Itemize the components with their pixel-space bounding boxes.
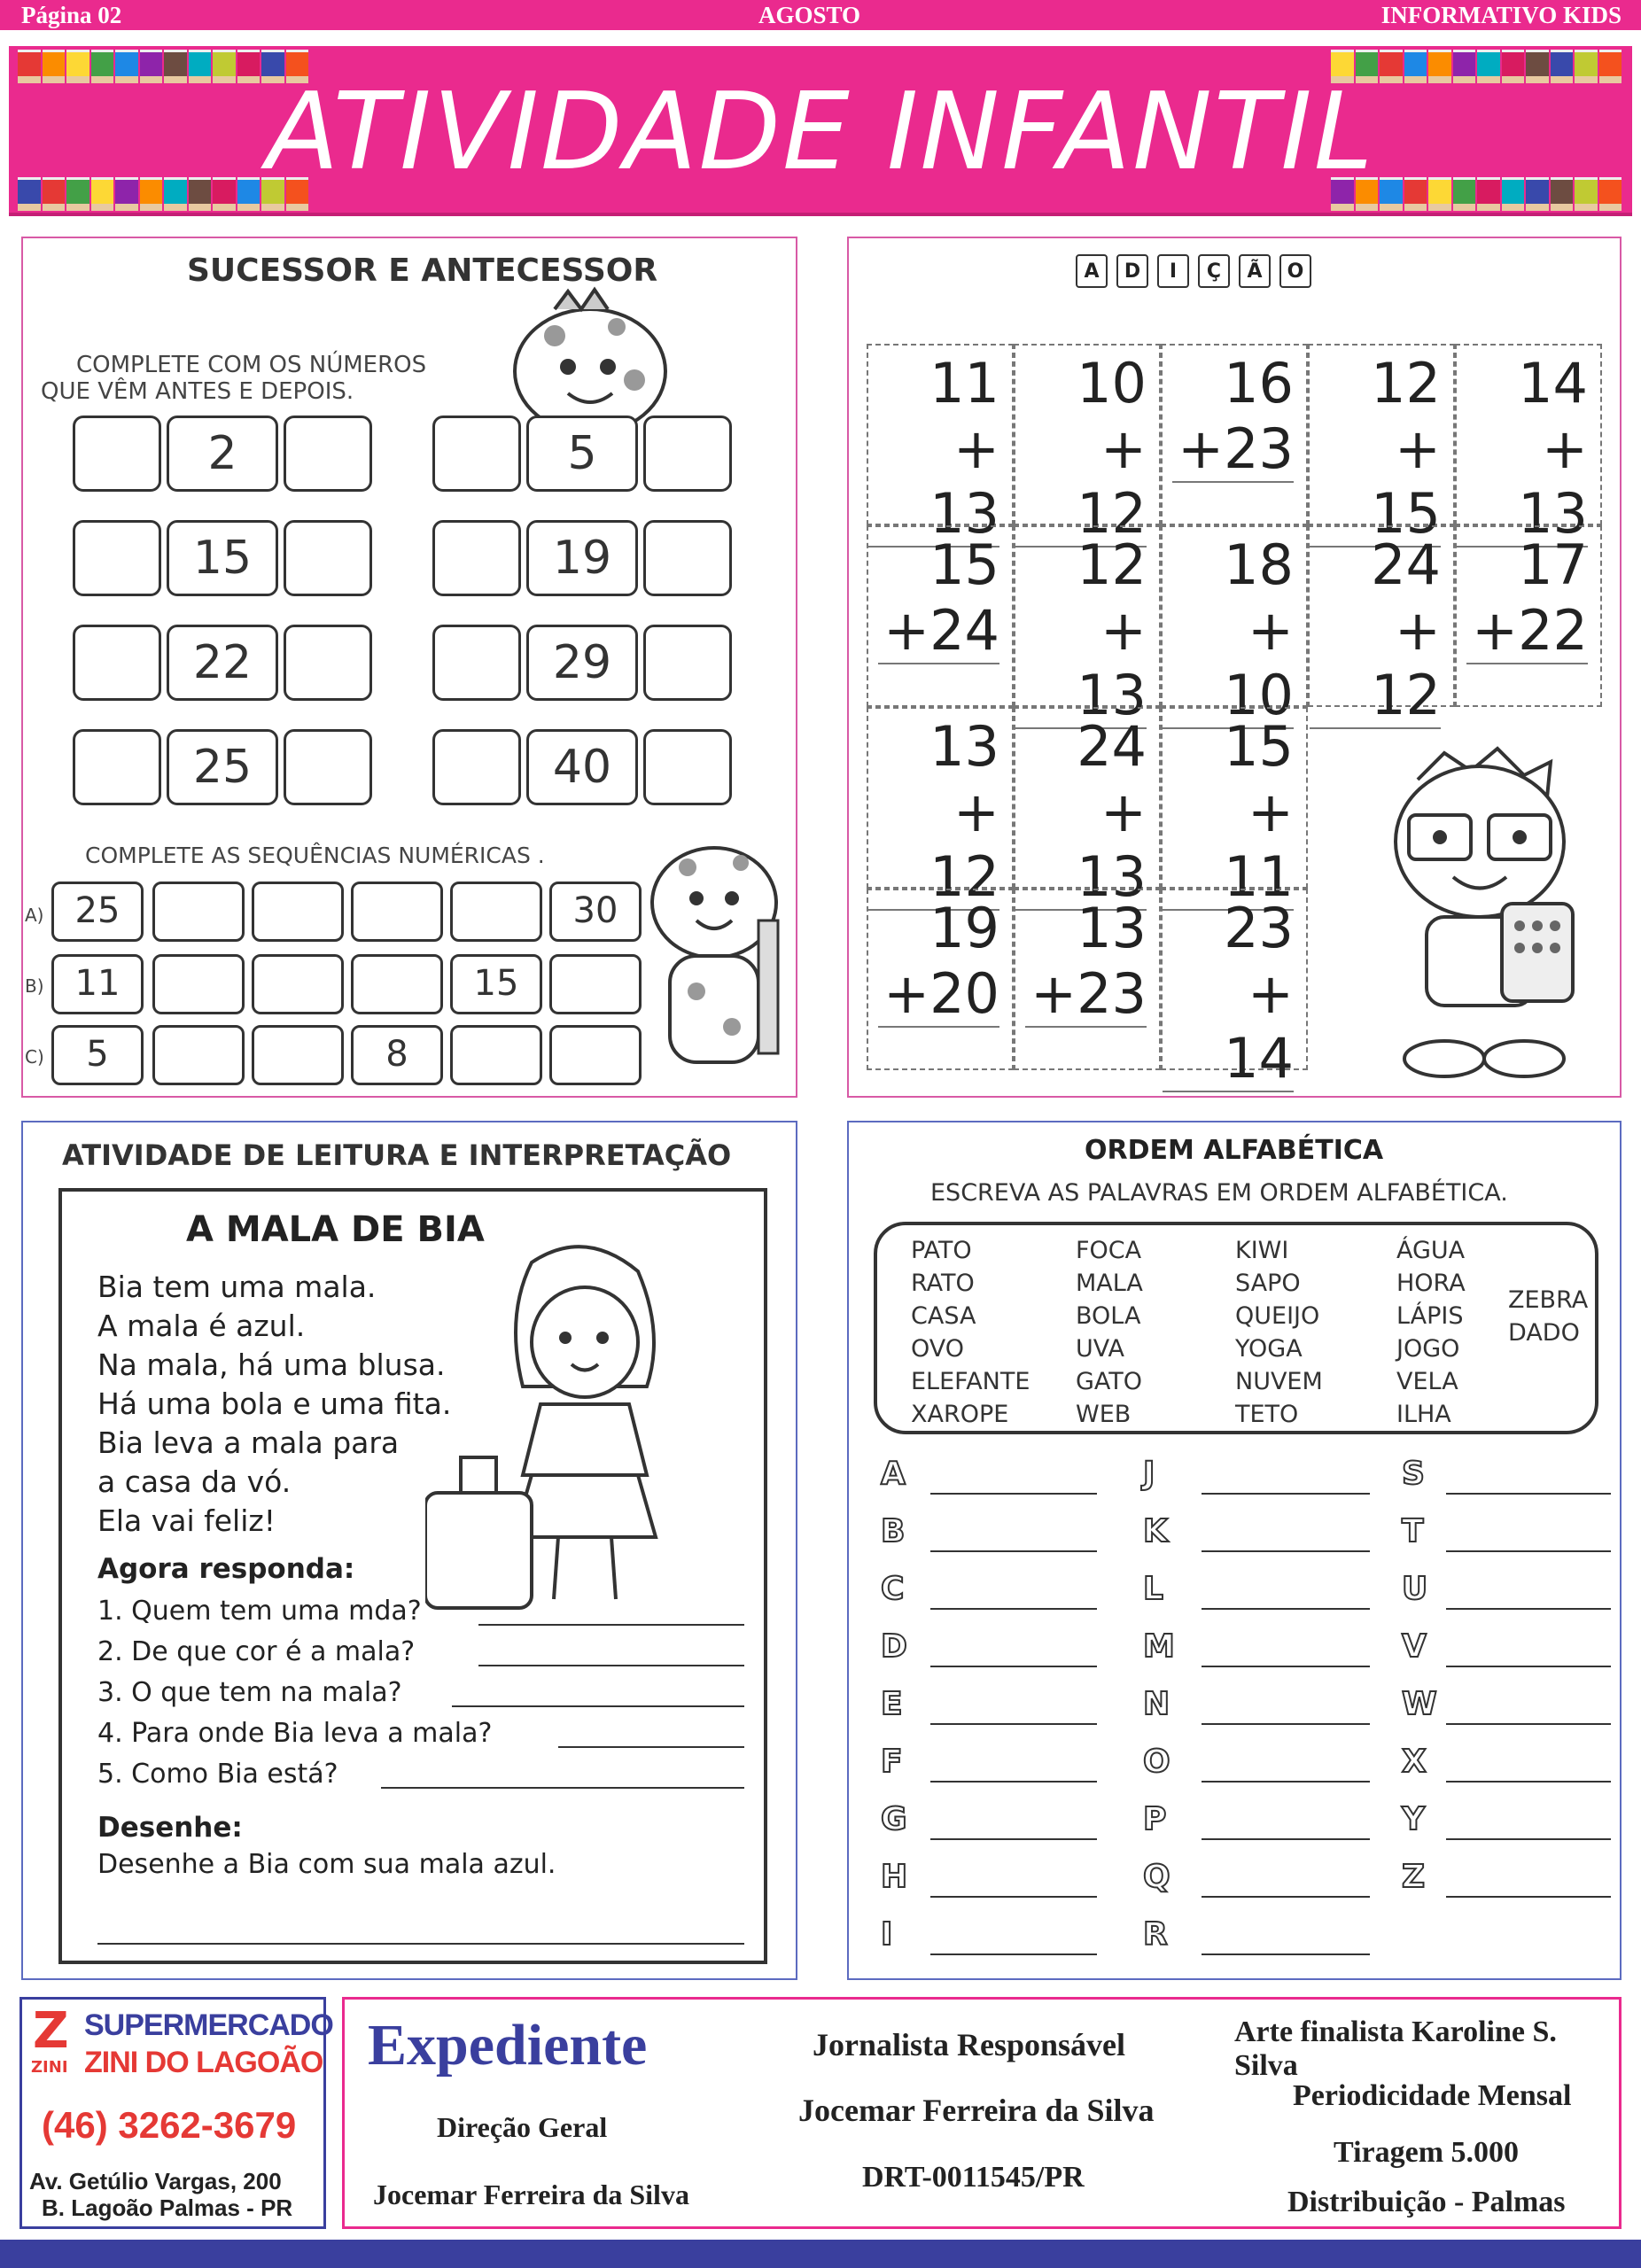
- alphabet-letter: E: [881, 1686, 903, 1722]
- number-box: 19: [526, 520, 638, 596]
- addend: 13: [929, 714, 999, 779]
- sequence-box: 11: [51, 954, 144, 1014]
- answer-line[interactable]: [1202, 1666, 1370, 1667]
- addition-cell[interactable]: [1455, 525, 1602, 707]
- girl-with-suitcase-icon: [425, 1236, 718, 1626]
- word-column: [911, 1234, 1030, 1431]
- draw-title: Desenhe:: [97, 1812, 243, 1844]
- answer-box[interactable]: [432, 625, 521, 701]
- answer-line[interactable]: [1202, 1493, 1370, 1495]
- alphabet-letter: Z: [1402, 1859, 1426, 1895]
- leitura-panel: [21, 1121, 797, 1980]
- sequence-box[interactable]: [152, 1025, 245, 1085]
- answer-box[interactable]: [284, 520, 372, 596]
- zini-logo-icon: Z: [33, 2002, 69, 2060]
- page-number: Página 02: [21, 2, 122, 28]
- answer-box[interactable]: [73, 625, 161, 701]
- page-title: ATIVIDADE INFANTIL: [266, 71, 1375, 194]
- answer-box[interactable]: [284, 625, 372, 701]
- story-line: A mala é azul.: [97, 1309, 306, 1343]
- arte-finalista: Arte finalista Karoline S. Silva: [1234, 2016, 1557, 2082]
- word: GATO: [1076, 1368, 1143, 1395]
- header-bar: [0, 0, 1641, 30]
- title-letter-tile: O: [1279, 254, 1311, 288]
- answer-line[interactable]: [930, 1608, 1097, 1610]
- alphabet-letter: D: [881, 1628, 907, 1665]
- supermarket-ad: [19, 1997, 333, 2229]
- alphabet-letter: W: [1402, 1686, 1437, 1722]
- addition-cell[interactable]: [1014, 707, 1161, 909]
- answer-line[interactable]: [930, 1550, 1097, 1552]
- sequence-box[interactable]: [252, 954, 344, 1014]
- addend: + 14: [1163, 961, 1294, 1092]
- answer-line[interactable]: [1202, 1838, 1370, 1840]
- number-box: 40: [526, 729, 638, 805]
- title-letter-tile: D: [1116, 254, 1148, 288]
- answer-box[interactable]: [284, 729, 372, 805]
- section-title: SUCESSOR E ANTECESSOR: [187, 252, 658, 289]
- alphabet-letter: B: [881, 1513, 906, 1550]
- story-text: [97, 1268, 451, 1541]
- sequence-box[interactable]: [152, 954, 245, 1014]
- sequence-label: A): [25, 905, 44, 926]
- word: PATO: [911, 1237, 972, 1264]
- periodicidade: Periodicidade Mensal: [1293, 2079, 1572, 2112]
- answer-box[interactable]: [643, 520, 732, 596]
- answer-box[interactable]: [643, 729, 732, 805]
- answer-line[interactable]: [1446, 1666, 1611, 1667]
- instruction-line-2: QUE VÊM ANTES E DEPOIS.: [41, 378, 354, 405]
- alphabet-letter: X: [1402, 1744, 1427, 1780]
- addend: 24: [1077, 714, 1147, 779]
- word: OVO: [911, 1335, 965, 1363]
- jornalista-label: Jornalista Responsável: [813, 2027, 1126, 2062]
- word: RATO: [911, 1270, 975, 1297]
- alphabet-letter: C: [881, 1571, 905, 1607]
- sequence-box[interactable]: [252, 1025, 344, 1085]
- question: 3. O que tem na mala?: [97, 1677, 402, 1708]
- expediente-title: Expediente: [368, 2013, 648, 2078]
- addend: + 12: [868, 780, 999, 911]
- alphabet-letter: O: [1143, 1744, 1170, 1780]
- drt-number: DRT-0011545/PR: [862, 2161, 1085, 2194]
- answer-line[interactable]: [1202, 1896, 1370, 1898]
- sequence-box[interactable]: [450, 1025, 542, 1085]
- addition-cell[interactable]: [1161, 344, 1308, 525]
- addend: 11: [929, 351, 999, 416]
- addend: + 13: [1457, 416, 1588, 548]
- store-address: Av. Getúlio Vargas, 200: [29, 2168, 282, 2194]
- direcao-name: Jocemar Ferreira da Silva: [373, 2179, 689, 2210]
- addend: +23: [1172, 416, 1294, 483]
- addend: + 13: [868, 416, 999, 548]
- title-banner: [9, 46, 1632, 216]
- sequence-label: B): [25, 975, 44, 997]
- addend: 18: [1224, 532, 1294, 597]
- question: 1. Quem tem uma mda?: [97, 1596, 422, 1627]
- addition-cell[interactable]: [1014, 889, 1161, 1070]
- alphabet-letter: R: [1143, 1916, 1168, 1953]
- addend: + 15: [1310, 416, 1441, 548]
- story-line: Na mala, há uma blusa.: [97, 1348, 446, 1382]
- story-line: Bia leva a mala para: [97, 1425, 400, 1460]
- instruction: ESCREVA AS PALAVRAS EM ORDEM ALFABÉTICA.: [930, 1179, 1508, 1207]
- title-letter-tile: I: [1157, 254, 1189, 288]
- answer-box[interactable]: [643, 625, 732, 701]
- addend: 15: [929, 532, 999, 597]
- word-bank: [874, 1222, 1598, 1434]
- sequence-box[interactable]: [351, 954, 443, 1014]
- question: 5. Como Bia está?: [97, 1759, 338, 1790]
- addition-cell[interactable]: [867, 707, 1014, 909]
- word: LÁPIS: [1396, 1302, 1464, 1330]
- answer-box[interactable]: [73, 729, 161, 805]
- word: ILHA: [1396, 1401, 1451, 1428]
- tiragem: Tiragem 5.000: [1334, 2136, 1520, 2169]
- answer-line[interactable]: [558, 1746, 744, 1748]
- addition-cell[interactable]: [1014, 525, 1161, 727]
- alphabet-letter: U: [1402, 1571, 1428, 1607]
- sequence-box[interactable]: [450, 882, 542, 942]
- store-address-line-2: B. Lagoão Palmas - PR: [42, 2194, 293, 2221]
- word-column: [1396, 1234, 1466, 1431]
- word: JOGO: [1396, 1335, 1460, 1363]
- word: SAPO: [1235, 1270, 1301, 1297]
- answer-line[interactable]: [930, 1781, 1097, 1783]
- sequence-box: 30: [549, 882, 642, 942]
- store-phone: (46) 3262-3679: [42, 2104, 297, 2146]
- addend: 17: [1518, 532, 1588, 597]
- addition-cell[interactable]: [867, 525, 1014, 707]
- alphabet-letter: N: [1143, 1686, 1170, 1722]
- answer-line[interactable]: [381, 1787, 744, 1789]
- answer-line[interactable]: [1446, 1608, 1611, 1610]
- sequence-box: 25: [51, 882, 144, 942]
- number-box: 2: [167, 416, 278, 492]
- story-title: A MALA DE BIA: [186, 1209, 485, 1250]
- alphabet-letter: M: [1143, 1628, 1175, 1665]
- story-line: a casa da vó.: [97, 1464, 292, 1499]
- dinosaur-with-pencil-icon: [643, 814, 794, 1089]
- word: KIWI: [1235, 1237, 1289, 1264]
- section-title: ATIVIDADE DE LEITURA E INTERPRETAÇÃO: [62, 1138, 732, 1172]
- alphabet-letter: A: [881, 1456, 906, 1492]
- draw-instruction: Desenhe a Bia com sua mala azul.: [97, 1849, 556, 1880]
- addition-cell[interactable]: [1308, 344, 1455, 546]
- word-column: [1508, 1284, 1588, 1349]
- word: HORA: [1396, 1270, 1466, 1297]
- addend: +22: [1466, 598, 1588, 664]
- word: ZEBRA: [1508, 1286, 1589, 1314]
- addend: +23: [1025, 961, 1147, 1028]
- alphabet-letter: T: [1402, 1513, 1424, 1550]
- addition-cell[interactable]: [1014, 344, 1161, 546]
- addend: 13: [1077, 896, 1147, 960]
- word: MALA: [1076, 1270, 1143, 1297]
- answer-box[interactable]: [432, 729, 521, 805]
- addend: + 13: [1015, 598, 1147, 729]
- addend: + 10: [1163, 598, 1294, 729]
- answer-box[interactable]: [432, 520, 521, 596]
- answer-line[interactable]: [1446, 1781, 1611, 1783]
- word: BOLA: [1076, 1302, 1141, 1330]
- instruction-line-1: COMPLETE COM OS NÚMEROS: [76, 352, 427, 378]
- sequence-label: C): [25, 1046, 44, 1068]
- answer-line[interactable]: [1446, 1493, 1611, 1495]
- addend: 15: [1224, 714, 1294, 779]
- word-column: [1076, 1234, 1143, 1431]
- jornalista-name: Jocemar Ferreira da Silva: [798, 2093, 1155, 2128]
- direcao-label: Direção Geral: [437, 2111, 608, 2143]
- title-letter-tile: Ã: [1239, 254, 1271, 288]
- sequence-box[interactable]: [549, 954, 642, 1014]
- word: WEB: [1076, 1401, 1132, 1428]
- answer-box[interactable]: [432, 416, 521, 492]
- answer-line[interactable]: [1446, 1723, 1611, 1725]
- answer-line[interactable]: [1202, 1953, 1370, 1955]
- addend: + 11: [1163, 780, 1294, 911]
- word: DADO: [1508, 1319, 1580, 1347]
- word: ÁGUA: [1396, 1237, 1466, 1264]
- number-box: 5: [526, 416, 638, 492]
- boy-with-tablet-icon: [1347, 744, 1613, 1081]
- alphabet-letter: F: [881, 1744, 903, 1780]
- story-line: Bia tem uma mala.: [97, 1270, 377, 1304]
- addend: +20: [878, 961, 999, 1028]
- word: YOGA: [1235, 1335, 1303, 1363]
- word: FOCA: [1076, 1237, 1142, 1264]
- addend: 12: [1077, 532, 1147, 597]
- publication-name: INFORMATIVO KIDS: [1380, 2, 1622, 28]
- number-box: 29: [526, 625, 638, 701]
- sequence-box[interactable]: [351, 882, 443, 942]
- sequence-box[interactable]: [549, 1025, 642, 1085]
- alphabet-letter: Q: [1143, 1859, 1170, 1895]
- word: VELA: [1396, 1368, 1458, 1395]
- addition-cell[interactable]: [1308, 525, 1455, 727]
- word: TETO: [1235, 1401, 1299, 1428]
- title-letter-tile: A: [1076, 254, 1108, 288]
- title-letter-tile: Ç: [1198, 254, 1230, 288]
- word: UVA: [1076, 1335, 1124, 1363]
- answer-line[interactable]: [1446, 1896, 1611, 1898]
- question: 4. Para onde Bia leva a mala?: [97, 1718, 493, 1749]
- sequence-box[interactable]: [252, 882, 344, 942]
- word: NUVEM: [1235, 1368, 1323, 1395]
- word: CASA: [911, 1302, 976, 1330]
- number-box: 22: [167, 625, 278, 701]
- addition-cell[interactable]: [1161, 525, 1308, 727]
- logo-text: ZINI: [31, 2058, 68, 2077]
- answer-box[interactable]: [73, 416, 161, 492]
- addend: +24: [878, 598, 999, 664]
- word: ELEFANTE: [911, 1368, 1030, 1395]
- answer-line[interactable]: [1202, 1781, 1370, 1783]
- sequence-box: 5: [51, 1025, 144, 1085]
- store-name: SUPERMERCADO: [84, 2008, 333, 2042]
- answer-line[interactable]: [478, 1624, 744, 1626]
- word: XAROPE: [911, 1401, 1009, 1428]
- sucessor-antecessor-panel: [21, 237, 797, 1098]
- answer-box[interactable]: [284, 416, 372, 492]
- addend: 12: [1371, 351, 1441, 416]
- alphabet-letter: P: [1143, 1801, 1167, 1837]
- section-title: ORDEM ALFABÉTICA: [1085, 1135, 1384, 1166]
- addend: 16: [1224, 351, 1294, 416]
- alphabet-letter: H: [881, 1859, 908, 1895]
- ordem-alfabetica-panel: [847, 1121, 1622, 1980]
- answer-box[interactable]: [73, 520, 161, 596]
- addend: 19: [929, 896, 999, 960]
- answer-box[interactable]: [643, 416, 732, 492]
- answer-line[interactable]: [930, 1493, 1097, 1495]
- alphabet-letter: L: [1143, 1571, 1163, 1607]
- drawing-line[interactable]: [97, 1943, 744, 1945]
- alphabet-letter: V: [1402, 1628, 1427, 1665]
- sequence-box: 15: [450, 954, 542, 1014]
- addend: + 12: [1310, 598, 1441, 729]
- number-box: 25: [167, 729, 278, 805]
- sequence-box: 8: [351, 1025, 443, 1085]
- expediente-box: [342, 1997, 1622, 2229]
- alphabet-letter: Y: [1402, 1801, 1426, 1837]
- reading-frame: [58, 1188, 767, 1964]
- addend: 14: [1518, 351, 1588, 416]
- answer-line[interactable]: [930, 1723, 1097, 1725]
- month-label: AGOSTO: [758, 2, 861, 28]
- alphabet-letter: G: [881, 1801, 907, 1837]
- answer-line[interactable]: [1202, 1608, 1370, 1610]
- answer-line[interactable]: [1202, 1550, 1370, 1552]
- addend: 10: [1077, 351, 1147, 416]
- number-box: 15: [167, 520, 278, 596]
- addend: + 12: [1015, 416, 1147, 548]
- story-line: Há uma bola e uma fita.: [97, 1386, 452, 1421]
- sequence-box[interactable]: [152, 882, 245, 942]
- distribuicao: Distribuição - Palmas: [1287, 2186, 1566, 2218]
- question: 2. De que cor é a mala?: [97, 1636, 416, 1667]
- word-column: [1235, 1234, 1323, 1431]
- store-name-line-2: ZINI DO LAGOÃO: [84, 2046, 323, 2079]
- answer-line[interactable]: [930, 1896, 1097, 1898]
- footer-bar: [0, 2240, 1641, 2268]
- sequence-instruction: COMPLETE AS SEQUÊNCIAS NUMÉRICAS .: [85, 843, 545, 868]
- answer-line[interactable]: [1446, 1838, 1611, 1840]
- story-line: Ela vai feliz!: [97, 1503, 276, 1538]
- answer-line[interactable]: [1202, 1723, 1370, 1725]
- addition-cell[interactable]: [1161, 707, 1308, 909]
- alphabet-letter: K: [1143, 1513, 1168, 1550]
- addition-cell[interactable]: [867, 889, 1014, 1070]
- answer-line[interactable]: [452, 1705, 744, 1707]
- alphabet-letter: J: [1143, 1456, 1155, 1492]
- addend: 24: [1371, 532, 1441, 597]
- answer-line[interactable]: [1446, 1550, 1611, 1552]
- answer-line[interactable]: [930, 1666, 1097, 1667]
- addition-cell[interactable]: [1161, 889, 1308, 1091]
- alphabet-letter: I: [881, 1916, 893, 1953]
- word: QUEIJO: [1235, 1302, 1320, 1330]
- addend: + 13: [1015, 780, 1147, 911]
- addend: 23: [1224, 896, 1294, 960]
- addition-cell[interactable]: [1455, 344, 1602, 546]
- answer-line[interactable]: [478, 1665, 744, 1666]
- addition-cell[interactable]: [867, 344, 1014, 546]
- alphabet-letter: S: [1402, 1456, 1425, 1492]
- answer-line[interactable]: [930, 1838, 1097, 1840]
- answer-title: Agora responda:: [97, 1553, 355, 1585]
- answer-line[interactable]: [930, 1953, 1097, 1955]
